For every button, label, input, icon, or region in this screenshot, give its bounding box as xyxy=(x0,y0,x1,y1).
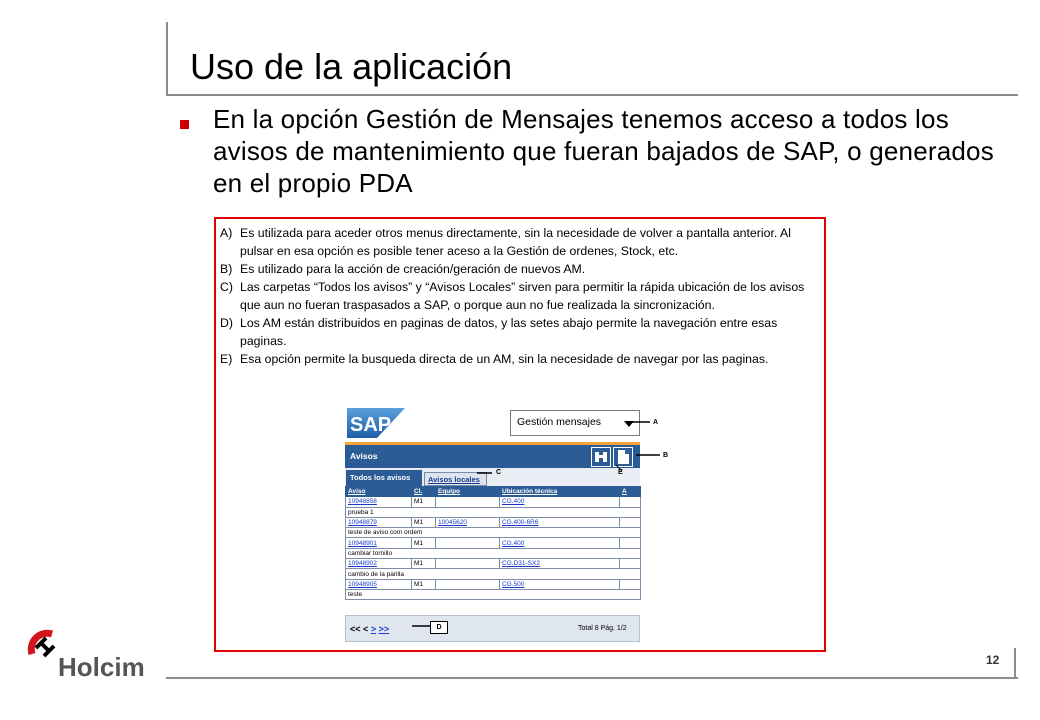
note-text: Es utilizada para aceder otros menus directamente, sin la necesidade de volver a pantalla anterior. Al pulsar en esa opción es posible tener aceso a la Gestión de ordenes, Stock, etc. xyxy=(240,226,791,258)
cell-description: prueba 1 xyxy=(346,507,641,517)
note-key: E) xyxy=(220,352,233,366)
note-key: A) xyxy=(220,226,233,240)
callout-a: A xyxy=(653,419,659,426)
note-item xyxy=(220,350,825,368)
cell-description: teste xyxy=(346,589,641,599)
column-header[interactable]: Cl. xyxy=(412,487,436,497)
last-page-link[interactable]: >> xyxy=(378,624,390,634)
bullet-text: En la opción Gestión de Mensajes tenemos acceso a todos los avisos de mantenimiento que fueran bajados de SAP, o generados en el propio PDA xyxy=(213,104,994,198)
next-page-link[interactable]: > xyxy=(370,624,377,634)
menu-select-value: Gestión mensajes xyxy=(517,416,602,428)
callout-c: C xyxy=(496,469,502,476)
callout-e: E xyxy=(618,469,623,476)
cell-description: cambio de la parilla xyxy=(346,569,641,579)
callout-b: B xyxy=(663,452,669,459)
cell-ubicacion[interactable]: CG.D31-SX2 xyxy=(500,559,620,569)
cell-description: cambiar tornillo xyxy=(346,548,641,558)
holcim-logo xyxy=(18,620,154,682)
note-item xyxy=(220,260,825,278)
note-key: D) xyxy=(220,316,233,330)
column-header[interactable]: A xyxy=(620,487,641,497)
bullet-square-icon xyxy=(180,120,189,129)
note-text: Los AM están distribuidos en paginas de datos, y las setes abajo permite la navegación entre esas paginas. xyxy=(240,316,778,348)
cell-ubicacion[interactable]: CG.500 xyxy=(500,579,620,589)
page-title: Uso de la aplicación xyxy=(190,46,513,87)
note-key: C) xyxy=(220,280,233,294)
cell-cl: M1 xyxy=(412,497,436,507)
divider-horizontal-top xyxy=(166,94,1018,96)
holcim-logo-text: Holcim xyxy=(58,652,145,682)
note-text: Esa opción permite la busqueda directa de un AM, sin la necesidade de navegar por las paginas. xyxy=(240,352,769,366)
divider-vertical-top xyxy=(166,22,168,96)
note-item xyxy=(220,278,825,314)
callout-lines xyxy=(340,405,700,645)
column-header[interactable]: Aviso xyxy=(346,487,412,497)
column-header[interactable]: Equipo xyxy=(436,487,500,497)
cell-ubicacion[interactable]: CG.400-6R6 xyxy=(500,517,620,527)
cell-aviso[interactable]: 10948901 xyxy=(346,538,412,548)
section-title: Avisos xyxy=(350,451,378,461)
note-key: B) xyxy=(220,262,233,276)
divider-vertical-bottom xyxy=(1014,648,1016,679)
note-text: Las carpetas “Todos los avisos” y “Avisos Locales” sirven para permitir la rápida ubicación de los avisos que aun no fueran traspasados a SAP, o porque aun no fue realizada la sincronización. xyxy=(240,280,805,312)
note-item xyxy=(220,224,825,260)
first-page-link[interactable]: << xyxy=(350,624,361,634)
tab-todos-los-avisos[interactable]: Todos los avisos xyxy=(346,470,422,486)
cell-aviso[interactable]: 10948858 xyxy=(346,497,412,507)
callout-d: D xyxy=(430,621,448,634)
cell-aviso[interactable]: 10948879 xyxy=(346,517,412,527)
tab-avisos-locales[interactable]: Avisos locales xyxy=(424,472,487,486)
sap-logo-text: SAP xyxy=(350,414,392,436)
cell-aviso[interactable]: 10948905 xyxy=(346,579,412,589)
cell-description: teste de aviso com ordem xyxy=(346,528,641,538)
column-header[interactable]: Ubicación técnica xyxy=(500,487,620,497)
note-text: Es utilizado para la acción de creación/geración de nuevos AM. xyxy=(240,262,586,276)
page-number: 12 xyxy=(986,653,1000,667)
divider-horizontal-bottom xyxy=(166,677,1018,679)
cell-ubicacion[interactable]: CG.400 xyxy=(500,497,620,507)
total-pages-text: Total 8 Pág. 1/2 xyxy=(578,625,627,632)
cell-cl: M1 xyxy=(412,538,436,548)
prev-page-link[interactable]: < xyxy=(363,624,369,634)
notes-list xyxy=(220,224,825,368)
cell-cl: M1 xyxy=(412,559,436,569)
cell-equipo[interactable]: 10045620 xyxy=(436,517,500,527)
cell-aviso[interactable]: 10948902 xyxy=(346,559,412,569)
cell-cl: M1 xyxy=(412,579,436,589)
note-item xyxy=(220,314,825,350)
cell-cl: M1 xyxy=(412,517,436,527)
cell-ubicacion[interactable]: CG.400 xyxy=(500,538,620,548)
